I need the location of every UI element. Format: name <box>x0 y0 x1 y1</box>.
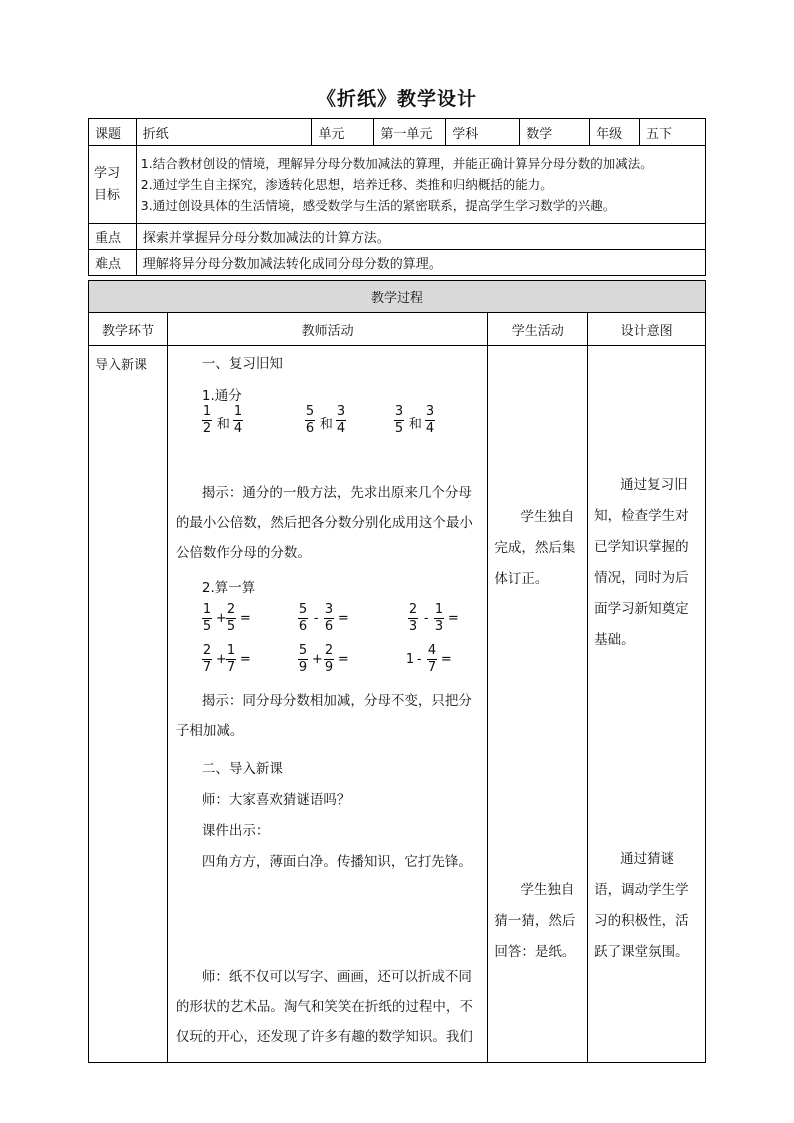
course-value: 折纸 <box>136 119 312 146</box>
unit-label: 单元 <box>312 119 374 146</box>
student-activity-1: 学生独自完成，然后集体订正。 <box>494 509 576 587</box>
teacher-cell <box>167 346 487 1063</box>
sub-calc: 2.算一算 <box>201 580 256 596</box>
fraction: $\frac{3}{4}$ <box>336 404 346 436</box>
and-text: 和 <box>319 417 333 432</box>
courseware-show: 课件出示： <box>201 823 270 839</box>
question-riddle: 师：大家喜欢猜谜语吗？ <box>201 792 351 808</box>
fraction: $\frac{2}{7}$ <box>202 643 212 675</box>
subject-label: 学科 <box>446 119 520 146</box>
key-value: 探索并掌握异分母分数加减法的计算方法。 <box>136 224 705 250</box>
objective-3: 3.通过创设具体的生活情境，感受数学与生活的紧密联系，提高学生学习数学的兴趣。 <box>140 198 616 213</box>
student-activity-2: 学生独自猜一猜，然后回答：是纸。 <box>494 882 576 960</box>
fraction: $\frac{5}{6}$ <box>298 602 308 634</box>
stage-cell <box>89 346 168 1063</box>
student-cell <box>488 346 588 1063</box>
intent-cell <box>588 346 706 1063</box>
fraction: $\frac{4}{7}$ <box>427 643 437 675</box>
equals: = <box>239 611 251 626</box>
fraction: $\frac{3}{4}$ <box>425 404 435 436</box>
fraction: $\frac{5}{6}$ <box>305 404 315 436</box>
hint-calc: 揭示：同分母分数相加减，分母不变，只把分子相加减。 <box>175 693 472 739</box>
difficulty-value: 理解将异分母分数加减法转化成同分母分数的算理。 <box>136 250 705 276</box>
whole-number: 1 <box>405 652 415 667</box>
equals: = <box>337 652 349 667</box>
and-text: 和 <box>216 417 230 432</box>
course-label: 课题 <box>89 119 137 146</box>
difficulty-label: 难点 <box>89 250 137 276</box>
fraction: $\frac{1}{4}$ <box>233 404 243 436</box>
hint-tongfen: 揭示：通分的一般方法，先求出原来几个分母的最小公倍数，然后把各分数分别化成用这个最小公倍数作分母的分数。 <box>175 485 473 561</box>
header-intent: 设计意图 <box>588 313 706 346</box>
fraction: $\frac{2}{5}$ <box>226 602 236 634</box>
fraction: $\frac{1}{2}$ <box>202 404 212 436</box>
section-title: 教学过程 <box>89 281 706 313</box>
heading-intro: 二、导入新课 <box>201 761 283 777</box>
equals: = <box>337 611 349 626</box>
objectives-label <box>89 146 137 224</box>
fraction: $\frac{2}{9}$ <box>324 643 334 675</box>
fraction: $\frac{3}{6}$ <box>324 602 334 634</box>
heading-review: 一、复习旧知 <box>201 356 283 372</box>
fraction: $\frac{1}{7}$ <box>226 643 236 675</box>
operator: + <box>215 652 227 667</box>
intent-1: 通过复习旧知，检查学生对已学知识掌握的情况，同时为后面学习新知奠定基础。 <box>594 477 689 648</box>
objectives-label-text: 学习目标 <box>94 165 121 203</box>
fraction: $\frac{2}{3}$ <box>408 602 418 634</box>
fraction: $\frac{1}{5}$ <box>202 602 212 634</box>
objectives-cell <box>136 146 705 224</box>
paper-paragraph: 师：纸不仅可以写字、画画，还可以折成不同的形状的艺术品。淘气和笑笑在折纸的过程中，不仅玩的开心，还发现了许多有趣的数学知识。我们 <box>175 969 473 1045</box>
operator: - <box>423 611 429 626</box>
operator: - <box>416 652 422 667</box>
subject-value: 数学 <box>520 119 590 146</box>
document-title: 《折纸》教学设计 <box>316 88 477 110</box>
equals: = <box>239 652 251 667</box>
objective-2: 2.通过学生自主探究，渗透转化思想，培养迁移、类推和归纳概括的能力。 <box>140 177 553 192</box>
grade-label: 年级 <box>590 119 640 146</box>
header-student: 学生活动 <box>488 313 588 346</box>
objective-1: 1.结合教材创设的情境，理解异分母分数加减法的算理，并能正确计算异分母分数的加减法。 <box>140 156 653 171</box>
key-label: 重点 <box>89 224 137 250</box>
fraction: $\frac{5}{9}$ <box>298 643 308 675</box>
operator: + <box>311 652 323 667</box>
equals: = <box>447 611 459 626</box>
operator: - <box>313 611 319 626</box>
equals: = <box>440 652 452 667</box>
process-table <box>88 280 706 1063</box>
intent-2: 通过猜谜语，调动学生学习的积极性，活跃了课堂氛围。 <box>594 851 689 960</box>
header-stage: 教学环节 <box>89 313 168 346</box>
operator: + <box>215 611 227 626</box>
fraction: $\frac{1}{3}$ <box>434 602 444 634</box>
fraction: $\frac{3}{5}$ <box>394 404 404 436</box>
unit-value: 第一单元 <box>374 119 446 146</box>
and-text: 和 <box>408 417 422 432</box>
info-table <box>88 118 706 276</box>
riddle-text: 四角方方，薄面白净。传播知识，它打先锋。 <box>201 854 472 870</box>
sub-tongfen: 1.通分 <box>201 388 242 404</box>
header-teacher: 教师活动 <box>167 313 487 346</box>
stage-label: 导入新课 <box>95 358 148 373</box>
grade-value: 五下 <box>640 119 706 146</box>
